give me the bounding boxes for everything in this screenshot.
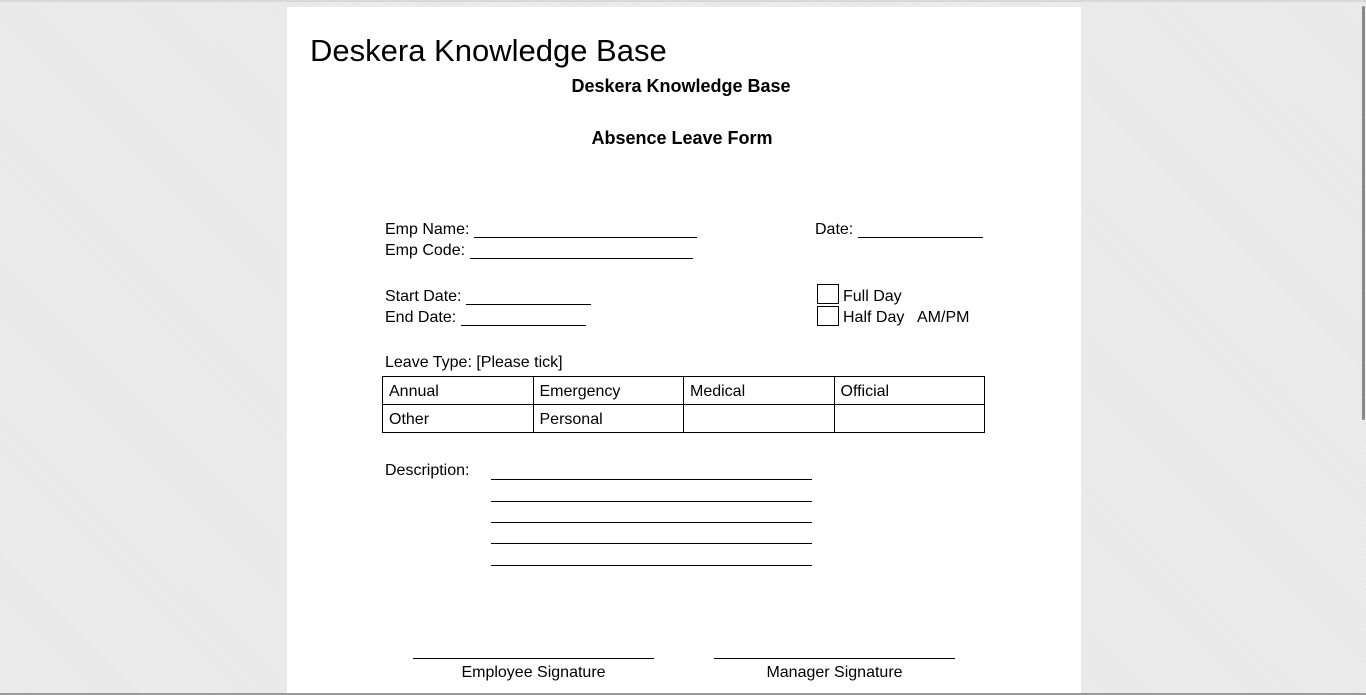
end-date-field	[385, 308, 456, 328]
table-row	[383, 405, 985, 433]
leave-cell-empty[interactable]	[684, 405, 835, 433]
emp-name-field	[385, 220, 469, 240]
description-line	[491, 501, 812, 502]
start-date-field	[385, 287, 461, 307]
document-page	[287, 7, 1081, 695]
leave-cell-medical[interactable]: Medical	[684, 377, 835, 405]
emp-name-line	[474, 237, 697, 238]
leave-cell-annual[interactable]: Annual	[383, 377, 534, 405]
leave-type-label: Leave Type: [Please tick]	[385, 354, 563, 371]
document-title: Deskera Knowledge Base	[310, 33, 667, 68]
description-line	[491, 522, 812, 523]
form-title: Absence Leave Form	[591, 128, 773, 148]
description-line	[491, 543, 812, 544]
emp-name-label: Emp Name:	[385, 221, 470, 238]
date-field	[815, 220, 853, 240]
description-label: Description:	[385, 462, 470, 479]
date-line	[858, 237, 983, 238]
leave-cell-personal[interactable]: Personal	[533, 405, 684, 433]
top-border	[0, 0, 1366, 2]
leave-cell-emergency[interactable]: Emergency	[533, 377, 684, 405]
start-date-line	[466, 304, 591, 305]
description-line	[491, 565, 812, 566]
leave-cell-empty[interactable]	[834, 405, 985, 433]
leave-cell-official[interactable]: Official	[834, 377, 985, 405]
end-date-label: End Date:	[385, 309, 457, 326]
manager-signature-line	[714, 658, 955, 659]
company-header: Deskera Knowledge Base	[571, 76, 791, 96]
employee-signature-line	[413, 658, 654, 659]
full-day-label: Full Day	[843, 288, 902, 305]
vertical-scrollbar[interactable]	[1362, 6, 1365, 420]
leave-type-table	[382, 376, 985, 433]
full-day-checkbox[interactable]	[817, 284, 839, 304]
manager-signature-label: Manager Signature	[766, 664, 903, 681]
emp-code-field	[385, 241, 465, 261]
emp-code-label: Emp Code:	[385, 242, 466, 259]
table-row	[383, 377, 985, 405]
start-date-label: Start Date:	[385, 288, 462, 305]
end-date-line	[461, 325, 586, 326]
half-day-checkbox[interactable]	[817, 306, 839, 326]
emp-code-line	[470, 258, 693, 259]
employee-signature-label: Employee Signature	[461, 664, 606, 681]
ampm-label: AM/PM	[917, 309, 970, 326]
half-day-label: Half Day	[843, 309, 905, 326]
description-line	[491, 479, 812, 480]
date-label: Date:	[815, 221, 854, 238]
leave-cell-other[interactable]: Other	[383, 405, 534, 433]
